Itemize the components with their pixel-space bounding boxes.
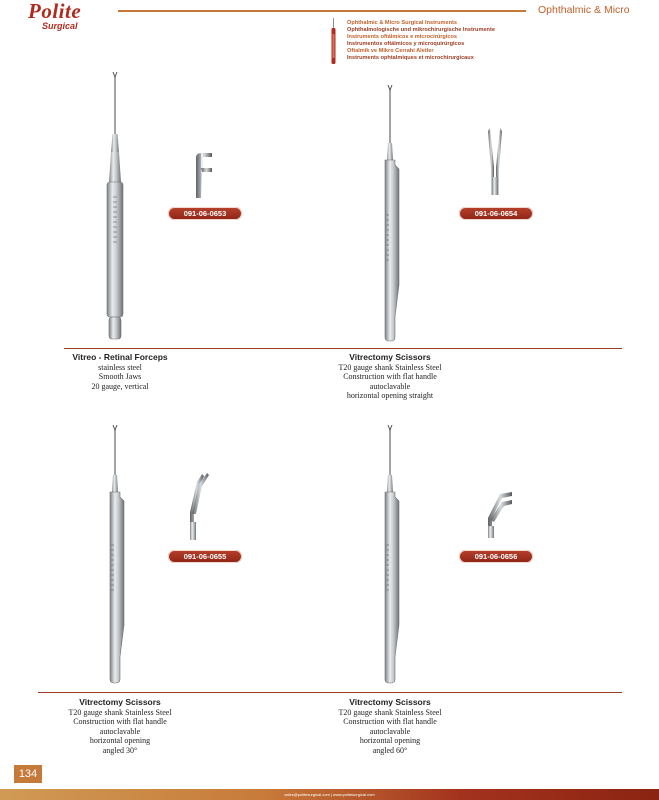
product-spec: stainless steel <box>98 362 142 372</box>
scissors-60-image <box>375 425 405 687</box>
header-rule <box>118 10 526 12</box>
product-spec: Construction with flat handle <box>343 372 437 381</box>
scissors-straight-tip-image <box>482 125 508 197</box>
product-title: Vitrectomy Scissors <box>349 352 431 362</box>
product-spec: horizontal opening <box>89 736 151 745</box>
language-line: Oftalmik ve Mikro Cerrahi Aletler <box>347 47 434 54</box>
forceps-tip-image <box>188 150 218 200</box>
language-line: Instruments ophtalmiques et microchirurgicaux <box>347 54 474 61</box>
scissors-60-tip-image <box>478 488 518 540</box>
product-spec: autoclavable <box>99 726 141 736</box>
product-title: Vitrectomy Scissors <box>349 697 431 707</box>
product-caption <box>40 698 200 755</box>
category-title: Ophthalmic & Micro <box>538 4 630 16</box>
product-title: Vitreo - Retinal Forceps <box>72 352 168 362</box>
product-spec: autoclavable <box>369 381 411 391</box>
footer-contact: sales@politesurgical.com | www.politesurgical.com <box>284 792 375 797</box>
product-spec: horizontal opening <box>359 736 421 745</box>
product-title: Vitrectomy Scissors <box>79 697 161 707</box>
page-number: 134 <box>14 765 42 783</box>
product-code-badge: 091-06-0653 <box>168 207 242 220</box>
product-code-badge: 091-06-0654 <box>459 207 533 220</box>
product-spec: angled 60° <box>372 745 408 755</box>
brand-logo <box>28 0 81 31</box>
section-divider <box>64 348 622 349</box>
language-line: Instruments oftálmicos e microcirúrgicos <box>347 33 458 40</box>
product-spec: T20 gauge shank Stainless Steel <box>68 707 172 717</box>
product-spec: T20 gauge shank Stainless Steel <box>338 362 442 372</box>
scissors-straight-image <box>375 85 405 345</box>
product-spec: 20 gauge, vertical <box>91 381 149 391</box>
brand-sub: Surgical <box>42 21 78 31</box>
product-spec: Construction with flat handle <box>73 717 167 726</box>
scissors-30-tip-image <box>180 470 220 542</box>
product-caption <box>40 353 200 391</box>
section-divider <box>38 692 622 693</box>
product-spec: Construction with flat handle <box>343 717 437 726</box>
product-caption <box>310 698 470 755</box>
product-spec: horizontal opening straight <box>346 391 434 400</box>
product-spec: T20 gauge shank Stainless Steel <box>338 707 442 717</box>
language-line: Ophthalmic & Micro Surgical Instruments <box>347 20 458 26</box>
brand-name: Polite <box>28 0 82 23</box>
forceps-image <box>100 72 130 344</box>
product-spec: Smooth Jaws <box>98 372 142 381</box>
product-caption <box>310 353 470 401</box>
language-line: Instrumentos oftálmicos y microquirúrgicos <box>347 40 465 47</box>
scissors-30-image <box>100 425 130 687</box>
instrument-icon <box>330 18 338 68</box>
product-code-badge: 091-06-0655 <box>168 550 242 563</box>
product-code-badge: 091-06-0656 <box>459 550 533 563</box>
product-spec: autoclavable <box>369 726 411 736</box>
product-spec: angled 30° <box>102 745 138 755</box>
language-line: Ophthalmologische und mikrochirurgische Instrumente <box>347 26 495 33</box>
